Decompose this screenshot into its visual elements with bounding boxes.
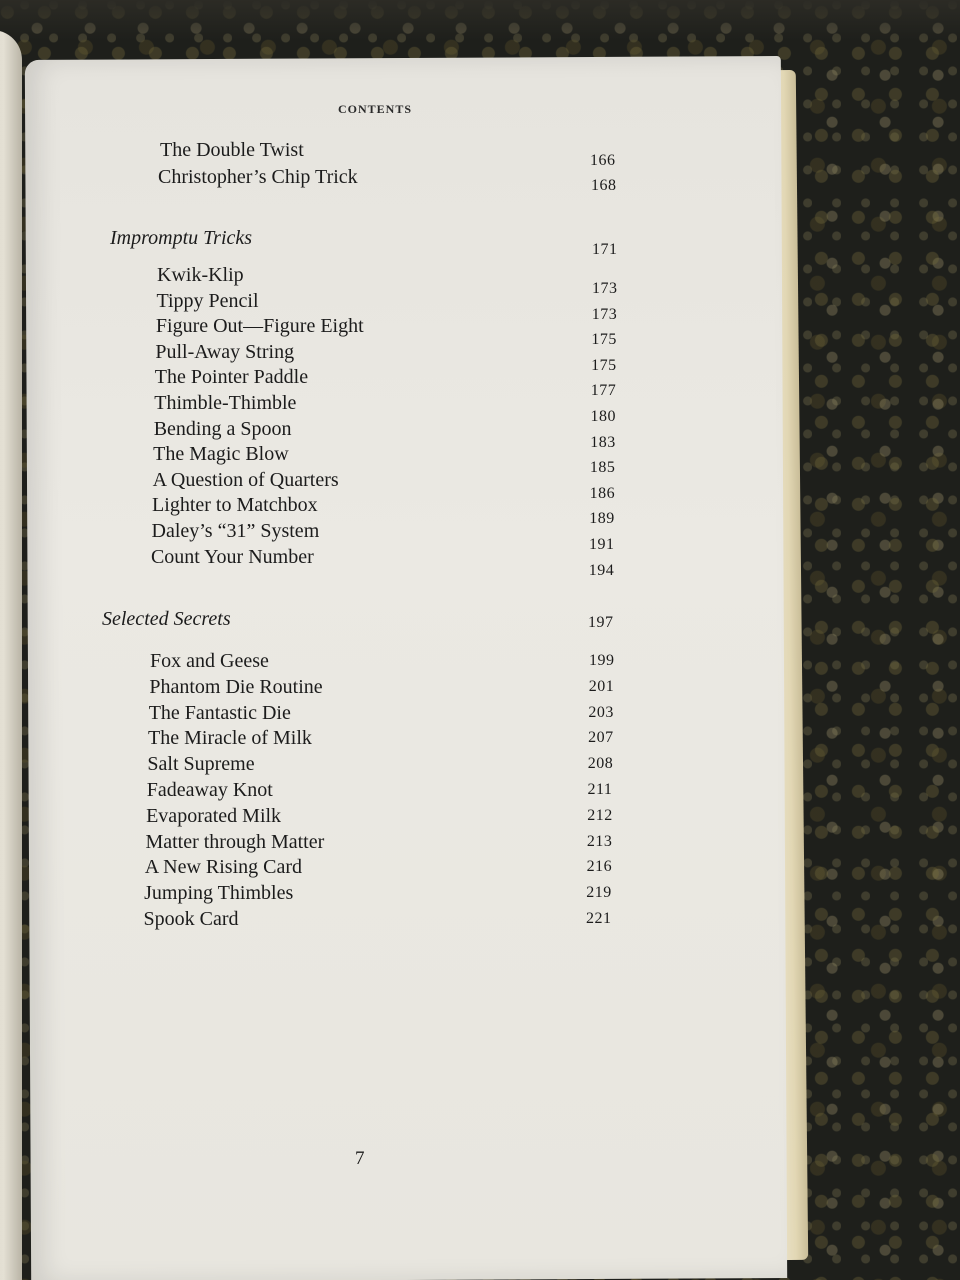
toc-entry-page: 166 <box>590 152 616 169</box>
toc-entry-title: Fox and Geese <box>150 650 269 672</box>
toc-entry-page: 173 <box>591 305 618 323</box>
toc-entry-title: A Question of Quarters <box>152 468 339 491</box>
toc-entry-title: The Miracle of Milk <box>148 727 312 750</box>
toc-entry-page: 221 <box>586 910 612 927</box>
section-title-selected: Selected Secrets <box>102 608 231 630</box>
toc-entry-title: Figure Out—Figure Eight <box>155 315 364 338</box>
page-number: 7 <box>355 1148 365 1169</box>
toc-entry-title: Matter through Matter <box>145 830 325 853</box>
toc-entry-title: Christopher’s Chip Trick <box>158 166 358 188</box>
toc-entry-title: The Double Twist <box>160 139 304 161</box>
toc-entry-title: Salt Supreme <box>147 753 255 776</box>
section-page: 197 <box>588 614 614 631</box>
toc-entry-title: Lighter to Matchbox <box>152 494 318 517</box>
toc-entry-page: 183 <box>590 433 616 451</box>
toc-entry-page: 191 <box>589 536 615 553</box>
toc-entry-page: 180 <box>590 408 616 425</box>
toc-entry-title: Jumping Thimbles <box>144 882 294 905</box>
toc-entry-page: 216 <box>586 858 613 876</box>
toc-entry-page: 213 <box>586 832 613 850</box>
toc-entry-page: 207 <box>588 729 614 747</box>
toc-entry-page: 175 <box>591 356 617 374</box>
toc-entry-title: A New Rising Card <box>144 856 303 879</box>
toc-entry-page: 177 <box>590 382 617 400</box>
toc-entry-title: Phantom Die Routine <box>149 675 323 698</box>
toc-entry-title: Evaporated Milk <box>146 804 282 827</box>
toc-entry-page: 168 <box>591 177 617 194</box>
toc-entry-title: The Fantastic Die <box>148 701 291 724</box>
toc-entry-title: Fadeaway Knot <box>146 779 273 801</box>
facing-page-edge <box>0 30 22 1280</box>
toc-entry-page: 185 <box>589 459 616 477</box>
toc-entry-title: Bending a Spoon <box>153 417 292 440</box>
toc-entry-page: 189 <box>589 510 615 528</box>
toc-entry-title: Pull-Away String <box>155 340 295 363</box>
granite-countertop <box>0 0 960 40</box>
toc-entry-page: 175 <box>591 331 617 349</box>
toc-entry-page: 208 <box>587 755 614 773</box>
toc-entry-page: 173 <box>592 280 618 297</box>
running-head: CONTENTS <box>337 102 413 116</box>
toc-entry-page: 186 <box>589 484 616 502</box>
toc-entry-page: 211 <box>587 781 613 798</box>
toc-entry-page: 203 <box>588 703 614 721</box>
toc-entry-title: Thimble-Thimble <box>154 392 297 414</box>
toc-entry-title: Kwik-Klip <box>157 264 244 286</box>
toc-entry-page: 219 <box>586 884 612 902</box>
toc-entry-page: 212 <box>587 806 613 824</box>
toc-entry-title: Daley’s “31” System <box>151 520 320 542</box>
toc-entry-title: The Pointer Paddle <box>154 366 309 389</box>
toc-entry-page: 201 <box>588 677 615 695</box>
toc-entry-title: Spook Card <box>143 908 239 930</box>
toc-entry-title: The Magic Blow <box>153 443 289 466</box>
toc-entry-title: Count Your Number <box>150 545 314 568</box>
section-page: 171 <box>592 241 618 258</box>
section-title-impromptu: Impromptu Tricks <box>110 227 253 249</box>
toc-entry-page: 199 <box>589 652 615 669</box>
toc-entry-page: 194 <box>588 561 615 579</box>
toc-entry-title: Tippy Pencil <box>156 289 259 312</box>
